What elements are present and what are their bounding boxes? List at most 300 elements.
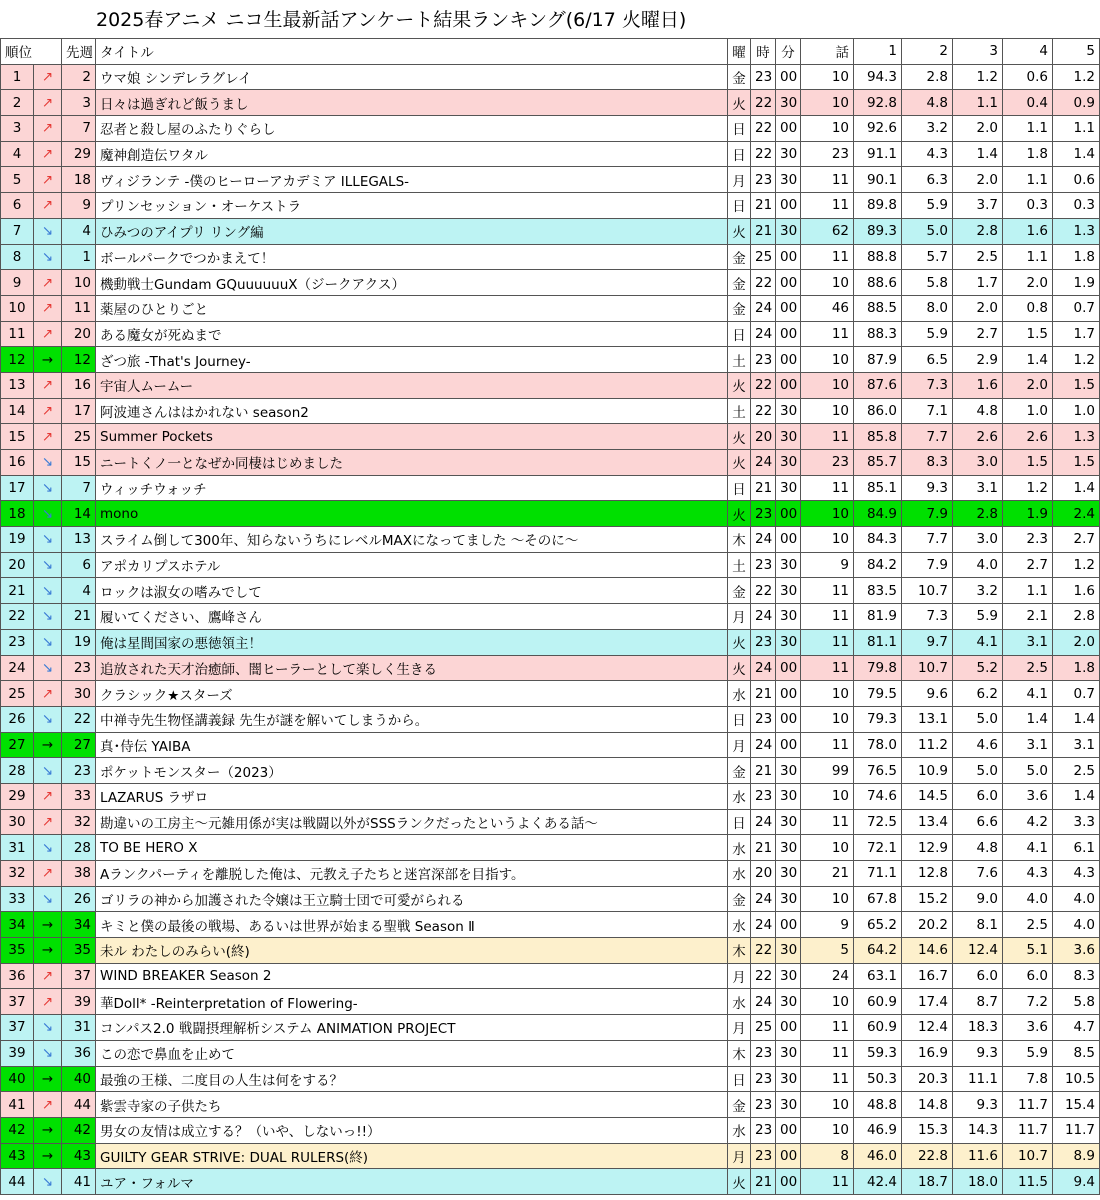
rank-cell: 29 [1, 783, 34, 809]
previous-rank-cell: 21 [62, 604, 96, 630]
hour-cell: 22 [751, 578, 776, 604]
table-row [1, 552, 1100, 578]
score-1-cell: 88.3 [854, 321, 902, 347]
rank-cell: 7 [1, 218, 34, 244]
trend-arrow-icon: ↘ [34, 475, 62, 501]
previous-rank-cell: 10 [62, 270, 96, 296]
table-row [1, 1015, 1100, 1041]
score-5-cell: 3.1 [1053, 732, 1100, 758]
rank-cell: 15 [1, 424, 34, 450]
episode-cell: 11 [801, 475, 854, 501]
score-3-cell: 5.9 [953, 604, 1003, 630]
trend-arrow-icon: ↘ [34, 886, 62, 912]
hour-cell: 24 [751, 655, 776, 681]
score-2-cell: 7.9 [902, 501, 953, 527]
score-3-cell: 18.0 [953, 1169, 1003, 1195]
minute-cell: 30 [776, 552, 801, 578]
score-2-cell: 20.2 [902, 912, 953, 938]
score-2-cell: 8.3 [902, 450, 953, 476]
day-cell: 火 [728, 424, 751, 450]
day-cell: 土 [728, 552, 751, 578]
episode-cell: 10 [801, 398, 854, 424]
hour-cell: 24 [751, 450, 776, 476]
anime-title-cell: 未ル わたしのみらい(終) [96, 938, 728, 964]
previous-rank-cell: 34 [62, 912, 96, 938]
score-3-cell: 1.7 [953, 270, 1003, 296]
score-2-cell: 9.3 [902, 475, 953, 501]
minute-cell: 00 [776, 1169, 801, 1195]
anime-title-cell: TO BE HERO X [96, 835, 728, 861]
score-5-cell: 3.3 [1053, 809, 1100, 835]
rank-cell: 4 [1, 141, 34, 167]
day-cell: 水 [728, 912, 751, 938]
previous-rank-cell: 23 [62, 758, 96, 784]
trend-arrow-icon: ↘ [34, 1040, 62, 1066]
rank-cell: 6 [1, 193, 34, 219]
minute-cell: 30 [776, 475, 801, 501]
episode-cell: 9 [801, 552, 854, 578]
score-2-cell: 22.8 [902, 1143, 953, 1169]
score-1-cell: 72.5 [854, 809, 902, 835]
score-4-cell: 3.1 [1003, 629, 1053, 655]
table-row [1, 1066, 1100, 1092]
score-5-cell: 0.3 [1053, 193, 1100, 219]
score-3-cell: 2.8 [953, 501, 1003, 527]
score-3-cell: 5.0 [953, 758, 1003, 784]
minute-cell: 00 [776, 347, 801, 373]
score-4-cell: 2.7 [1003, 552, 1053, 578]
score-5-cell: 1.7 [1053, 321, 1100, 347]
score-3-cell: 4.6 [953, 732, 1003, 758]
day-cell: 月 [728, 1143, 751, 1169]
header-score-2: 2 [902, 39, 953, 65]
trend-arrow-icon: ↘ [34, 450, 62, 476]
anime-title-cell: WIND BREAKER Season 2 [96, 963, 728, 989]
day-cell: 火 [728, 218, 751, 244]
trend-arrow-icon: → [34, 912, 62, 938]
score-2-cell: 9.7 [902, 629, 953, 655]
day-cell: 木 [728, 1040, 751, 1066]
trend-arrow-icon: ↗ [34, 295, 62, 321]
score-2-cell: 15.3 [902, 1117, 953, 1143]
score-4-cell: 4.1 [1003, 835, 1053, 861]
minute-cell: 30 [776, 167, 801, 193]
anime-title-cell: ひみつのアイプリ リング編 [96, 218, 728, 244]
day-cell: 水 [728, 681, 751, 707]
score-5-cell: 1.1 [1053, 116, 1100, 142]
table-row [1, 963, 1100, 989]
minute-cell: 30 [776, 398, 801, 424]
score-4-cell: 4.1 [1003, 681, 1053, 707]
score-2-cell: 7.7 [902, 424, 953, 450]
episode-cell: 10 [801, 989, 854, 1015]
table-row [1, 141, 1100, 167]
day-cell: 金 [728, 64, 751, 90]
episode-cell: 11 [801, 655, 854, 681]
anime-title-cell: ヴィジランテ -僕のヒーローアカデミア ILLEGALS- [96, 167, 728, 193]
trend-arrow-icon: ↗ [34, 270, 62, 296]
trend-arrow-icon: ↘ [34, 1169, 62, 1195]
header-score-4: 4 [1003, 39, 1053, 65]
anime-title-cell: この恋で鼻血を止めて [96, 1040, 728, 1066]
previous-rank-cell: 36 [62, 1040, 96, 1066]
score-2-cell: 16.9 [902, 1040, 953, 1066]
hour-cell: 25 [751, 244, 776, 270]
score-4-cell: 1.8 [1003, 141, 1053, 167]
anime-title-cell: 阿波連さんははかれない season2 [96, 398, 728, 424]
score-2-cell: 5.9 [902, 193, 953, 219]
score-1-cell: 89.3 [854, 218, 902, 244]
rank-cell: 40 [1, 1066, 34, 1092]
score-2-cell: 13.4 [902, 809, 953, 835]
score-5-cell: 5.8 [1053, 989, 1100, 1015]
minute-cell: 30 [776, 629, 801, 655]
score-4-cell: 1.1 [1003, 167, 1053, 193]
score-2-cell: 13.1 [902, 706, 953, 732]
anime-title-cell: プリンセッション・オーケストラ [96, 193, 728, 219]
score-1-cell: 91.1 [854, 141, 902, 167]
rank-cell: 32 [1, 861, 34, 887]
score-3-cell: 3.1 [953, 475, 1003, 501]
day-cell: 火 [728, 372, 751, 398]
score-1-cell: 65.2 [854, 912, 902, 938]
rank-cell: 13 [1, 372, 34, 398]
table-row [1, 989, 1100, 1015]
minute-cell: 30 [776, 886, 801, 912]
score-1-cell: 50.3 [854, 1066, 902, 1092]
table-row [1, 167, 1100, 193]
score-4-cell: 1.5 [1003, 450, 1053, 476]
score-5-cell: 2.5 [1053, 758, 1100, 784]
score-5-cell: 1.0 [1053, 398, 1100, 424]
score-3-cell: 2.9 [953, 347, 1003, 373]
score-5-cell: 1.8 [1053, 655, 1100, 681]
score-2-cell: 14.6 [902, 938, 953, 964]
trend-arrow-icon: ↘ [34, 218, 62, 244]
minute-cell: 30 [776, 604, 801, 630]
rank-cell: 8 [1, 244, 34, 270]
score-4-cell: 3.6 [1003, 1015, 1053, 1041]
anime-title-cell: ニートくノ一となぜか同棲はじめました [96, 450, 728, 476]
score-3-cell: 1.4 [953, 141, 1003, 167]
hour-cell: 23 [751, 1092, 776, 1118]
table-row [1, 398, 1100, 424]
score-4-cell: 4.3 [1003, 861, 1053, 887]
score-3-cell: 3.2 [953, 578, 1003, 604]
previous-rank-cell: 1 [62, 244, 96, 270]
table-row [1, 1040, 1100, 1066]
hour-cell: 21 [751, 218, 776, 244]
score-5-cell: 1.3 [1053, 424, 1100, 450]
previous-rank-cell: 43 [62, 1143, 96, 1169]
score-1-cell: 46.9 [854, 1117, 902, 1143]
score-5-cell: 1.2 [1053, 552, 1100, 578]
minute-cell: 00 [776, 706, 801, 732]
day-cell: 月 [728, 1015, 751, 1041]
score-5-cell: 8.5 [1053, 1040, 1100, 1066]
previous-rank-cell: 7 [62, 475, 96, 501]
score-1-cell: 79.8 [854, 655, 902, 681]
score-4-cell: 2.3 [1003, 527, 1053, 553]
anime-title-cell: Summer Pockets [96, 424, 728, 450]
rank-cell: 37 [1, 1015, 34, 1041]
header-score-3: 3 [953, 39, 1003, 65]
day-cell: 火 [728, 450, 751, 476]
rank-cell: 22 [1, 604, 34, 630]
minute-cell: 00 [776, 372, 801, 398]
score-3-cell: 9.3 [953, 1040, 1003, 1066]
trend-arrow-icon: ↗ [34, 681, 62, 707]
day-cell: 水 [728, 835, 751, 861]
score-1-cell: 84.2 [854, 552, 902, 578]
minute-cell: 00 [776, 1143, 801, 1169]
previous-rank-cell: 23 [62, 655, 96, 681]
anime-title-cell: ウマ娘 シンデレラグレイ [96, 64, 728, 90]
score-5-cell: 2.7 [1053, 527, 1100, 553]
score-5-cell: 0.6 [1053, 167, 1100, 193]
score-5-cell: 15.4 [1053, 1092, 1100, 1118]
trend-arrow-icon: → [34, 732, 62, 758]
score-3-cell: 4.8 [953, 835, 1003, 861]
score-2-cell: 3.2 [902, 116, 953, 142]
score-3-cell: 6.0 [953, 783, 1003, 809]
score-4-cell: 2.0 [1003, 372, 1053, 398]
minute-cell: 00 [776, 270, 801, 296]
rank-cell: 26 [1, 706, 34, 732]
day-cell: 日 [728, 706, 751, 732]
score-2-cell: 2.8 [902, 64, 953, 90]
rank-cell: 21 [1, 578, 34, 604]
previous-rank-cell: 44 [62, 1092, 96, 1118]
score-5-cell: 0.7 [1053, 681, 1100, 707]
rank-cell: 23 [1, 629, 34, 655]
anime-title-cell: 俺は星間国家の悪徳領主！ [96, 629, 728, 655]
trend-arrow-icon: ↘ [34, 552, 62, 578]
anime-title-cell: 華Doll* -Reinterpretation of Flowering- [96, 989, 728, 1015]
previous-rank-cell: 4 [62, 578, 96, 604]
score-3-cell: 1.2 [953, 64, 1003, 90]
score-2-cell: 17.4 [902, 989, 953, 1015]
day-cell: 土 [728, 347, 751, 373]
table-row [1, 321, 1100, 347]
score-2-cell: 14.5 [902, 783, 953, 809]
anime-title-cell: 追放された天才治癒師、闇ヒーラーとして楽しく生きる [96, 655, 728, 681]
previous-rank-cell: 28 [62, 835, 96, 861]
episode-cell: 11 [801, 604, 854, 630]
episode-cell: 11 [801, 809, 854, 835]
previous-rank-cell: 37 [62, 963, 96, 989]
score-2-cell: 7.1 [902, 398, 953, 424]
previous-rank-cell: 12 [62, 347, 96, 373]
anime-title-cell: ボールパークでつかまえて！ [96, 244, 728, 270]
score-4-cell: 0.4 [1003, 90, 1053, 116]
score-4-cell: 4.0 [1003, 886, 1053, 912]
header-score-1: 1 [854, 39, 902, 65]
trend-arrow-icon: ↗ [34, 809, 62, 835]
day-cell: 火 [728, 629, 751, 655]
trend-arrow-icon: ↘ [34, 244, 62, 270]
anime-title-cell: クラシック★スターズ [96, 681, 728, 707]
previous-rank-cell: 25 [62, 424, 96, 450]
episode-cell: 10 [801, 501, 854, 527]
previous-rank-cell: 42 [62, 1117, 96, 1143]
table-row [1, 732, 1100, 758]
minute-cell: 30 [776, 1092, 801, 1118]
minute-cell: 00 [776, 681, 801, 707]
episode-cell: 10 [801, 90, 854, 116]
hour-cell: 20 [751, 861, 776, 887]
day-cell: 火 [728, 90, 751, 116]
header-episode: 話 [801, 39, 854, 65]
score-1-cell: 81.9 [854, 604, 902, 630]
episode-cell: 99 [801, 758, 854, 784]
minute-cell: 30 [776, 835, 801, 861]
rank-cell: 33 [1, 886, 34, 912]
previous-rank-cell: 15 [62, 450, 96, 476]
score-2-cell: 11.2 [902, 732, 953, 758]
rank-cell: 34 [1, 912, 34, 938]
hour-cell: 24 [751, 886, 776, 912]
score-5-cell: 6.1 [1053, 835, 1100, 861]
minute-cell: 30 [776, 90, 801, 116]
trend-arrow-icon: ↗ [34, 424, 62, 450]
anime-title-cell: スライム倒して300年、知らないうちにレベルMAXになってました ～そのに～ [96, 527, 728, 553]
table-row [1, 475, 1100, 501]
trend-arrow-icon: ↘ [34, 578, 62, 604]
anime-title-cell: アポカリプスホテル [96, 552, 728, 578]
episode-cell: 21 [801, 861, 854, 887]
episode-cell: 10 [801, 1117, 854, 1143]
hour-cell: 21 [751, 681, 776, 707]
score-3-cell: 2.0 [953, 167, 1003, 193]
hour-cell: 25 [751, 1015, 776, 1041]
anime-title-cell: ウィッチウォッチ [96, 475, 728, 501]
score-3-cell: 11.6 [953, 1143, 1003, 1169]
score-2-cell: 5.9 [902, 321, 953, 347]
score-1-cell: 90.1 [854, 167, 902, 193]
hour-cell: 23 [751, 552, 776, 578]
trend-arrow-icon: ↗ [34, 64, 62, 90]
minute-cell: 30 [776, 424, 801, 450]
day-cell: 日 [728, 809, 751, 835]
score-4-cell: 1.4 [1003, 706, 1053, 732]
score-2-cell: 10.7 [902, 578, 953, 604]
score-1-cell: 64.2 [854, 938, 902, 964]
score-5-cell: 1.8 [1053, 244, 1100, 270]
score-3-cell: 4.1 [953, 629, 1003, 655]
minute-cell: 30 [776, 809, 801, 835]
rank-cell: 41 [1, 1092, 34, 1118]
day-cell: 日 [728, 1066, 751, 1092]
day-cell: 月 [728, 604, 751, 630]
score-2-cell: 20.3 [902, 1066, 953, 1092]
score-2-cell: 4.8 [902, 90, 953, 116]
table-row [1, 116, 1100, 142]
minute-cell: 00 [776, 244, 801, 270]
header-prev: 先週 [62, 39, 96, 65]
day-cell: 火 [728, 501, 751, 527]
score-1-cell: 85.8 [854, 424, 902, 450]
score-2-cell: 18.7 [902, 1169, 953, 1195]
previous-rank-cell: 29 [62, 141, 96, 167]
rank-cell: 2 [1, 90, 34, 116]
score-4-cell: 2.1 [1003, 604, 1053, 630]
minute-cell: 30 [776, 963, 801, 989]
score-3-cell: 6.2 [953, 681, 1003, 707]
anime-title-cell: 魔神創造伝ワタル [96, 141, 728, 167]
score-1-cell: 88.6 [854, 270, 902, 296]
hour-cell: 22 [751, 398, 776, 424]
rank-cell: 30 [1, 809, 34, 835]
hour-cell: 22 [751, 116, 776, 142]
day-cell: 金 [728, 578, 751, 604]
hour-cell: 24 [751, 989, 776, 1015]
previous-rank-cell: 39 [62, 989, 96, 1015]
score-3-cell: 2.5 [953, 244, 1003, 270]
day-cell: 金 [728, 295, 751, 321]
previous-rank-cell: 18 [62, 167, 96, 193]
score-1-cell: 48.8 [854, 1092, 902, 1118]
day-cell: 金 [728, 1092, 751, 1118]
table-row [1, 450, 1100, 476]
minute-cell: 00 [776, 501, 801, 527]
rank-cell: 10 [1, 295, 34, 321]
previous-rank-cell: 16 [62, 372, 96, 398]
score-5-cell: 1.4 [1053, 141, 1100, 167]
minute-cell: 00 [776, 116, 801, 142]
previous-rank-cell: 14 [62, 501, 96, 527]
trend-arrow-icon: ↗ [34, 116, 62, 142]
trend-arrow-icon: ↗ [34, 372, 62, 398]
score-4-cell: 7.8 [1003, 1066, 1053, 1092]
score-1-cell: 78.0 [854, 732, 902, 758]
previous-rank-cell: 9 [62, 193, 96, 219]
hour-cell: 23 [751, 1040, 776, 1066]
episode-cell: 10 [801, 347, 854, 373]
hour-cell: 21 [751, 193, 776, 219]
score-3-cell: 7.6 [953, 861, 1003, 887]
hour-cell: 24 [751, 527, 776, 553]
score-5-cell: 2.0 [1053, 629, 1100, 655]
minute-cell: 00 [776, 1117, 801, 1143]
minute-cell: 30 [776, 989, 801, 1015]
day-cell: 月 [728, 732, 751, 758]
episode-cell: 10 [801, 1092, 854, 1118]
episode-cell: 24 [801, 963, 854, 989]
table-row [1, 90, 1100, 116]
rank-cell: 18 [1, 501, 34, 527]
score-3-cell: 2.0 [953, 116, 1003, 142]
trend-arrow-icon: ↗ [34, 783, 62, 809]
hour-cell: 23 [751, 167, 776, 193]
anime-title-cell: 宇宙人ムームー [96, 372, 728, 398]
anime-title-cell: 機動戦士Gundam GQuuuuuuX（ジークアクス） [96, 270, 728, 296]
score-1-cell: 46.0 [854, 1143, 902, 1169]
minute-cell: 00 [776, 732, 801, 758]
score-2-cell: 12.4 [902, 1015, 953, 1041]
score-5-cell: 1.4 [1053, 706, 1100, 732]
hour-cell: 23 [751, 501, 776, 527]
table-row [1, 372, 1100, 398]
score-3-cell: 11.1 [953, 1066, 1003, 1092]
score-5-cell: 4.0 [1053, 886, 1100, 912]
minute-cell: 00 [776, 193, 801, 219]
day-cell: 水 [728, 1117, 751, 1143]
table-row [1, 629, 1100, 655]
score-3-cell: 3.0 [953, 450, 1003, 476]
episode-cell: 10 [801, 270, 854, 296]
table-row [1, 218, 1100, 244]
